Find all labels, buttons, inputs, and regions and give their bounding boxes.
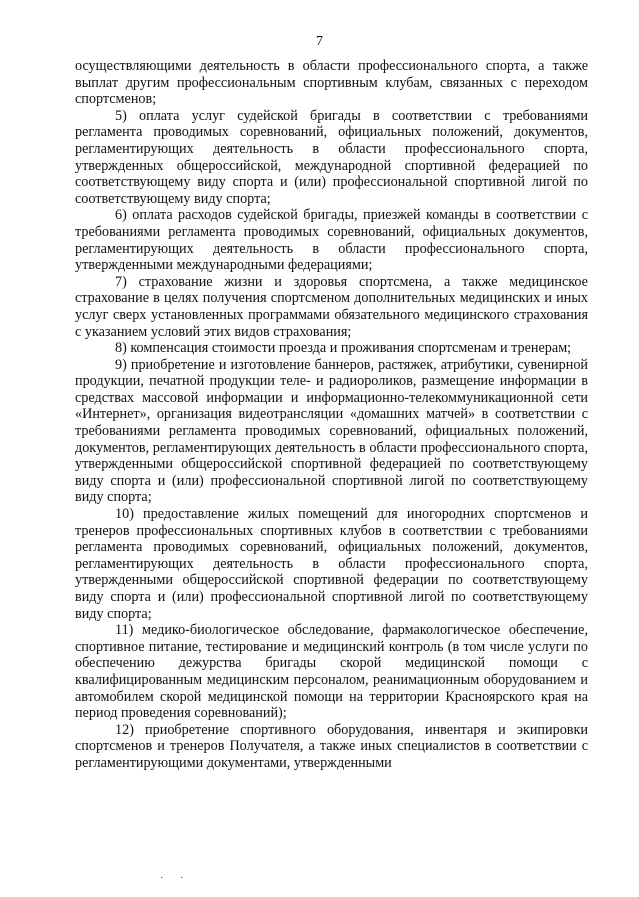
paragraph-item-5: 5) оплата услуг судейской бригады в соответствии с требованиями регламента проводимых соревнований, официальных положений, документов, регламентирующих деятельность в области профессионального спорта, утвержденных общероссийской, международной спортивной федерацией по соответствующему виду спорта и (или) профессиональной спортивной лигой по соответствующему виду спорта;	[75, 107, 588, 207]
page-number: 7	[316, 34, 323, 49]
scan-speck: ·	[160, 873, 164, 884]
scan-speck: ·	[180, 873, 184, 884]
paragraph-item-8: 8) компенсация стоимости проезда и проживания спортсменам и тренерам;	[115, 340, 572, 357]
paragraph-item-7: 7) страхование жизни и здоровья спортсмена, а также медицинское страхование в целях получения спортсменом дополнительных медицинских и иных услуг сверх установленных программами обязательного медицинского страхования с указанием условий этих видов страхования;	[75, 273, 588, 340]
paragraph-item-10: 10) предоставление жилых помещений для иногородних спортсменов и тренеров профессиональных спортивных клубов в соответствии с требованиями регламента проводимых соревнований, официальных положений, документов, регламентирующих деятельность в области профессионального спорта, утвержденными общероссийской спортивной федерации по соответствующему виду спорта и (или) профессиональной спортивной лигой по соответствующему виду спорта;	[75, 506, 588, 622]
paragraph-continuation: осуществляющими деятельность в области профессионального спорта, а также выплат другим профессиональным спортивным клубам, связанных с переходом спортсменов;	[75, 58, 588, 108]
paragraph-item-11: 11) медико-биологическое обследование, фармакологическое обеспечение, спортивное питание, тестирование и медицинский контроль (в том числе услуги по обеспечению дежурства бригады скорой медицинской помощи с квалифицированным медицинским персоналом, реанимационным оборудованием и автомобилем скорой медицинской помощи на территории Красноярского края на период проведения соревнований);	[75, 622, 588, 722]
paragraph-item-9: 9) приобретение и изготовление баннеров, растяжек, атрибутики, сувенирной продукции, печатной продукции теле- и радиороликов, размещение информации в средствах массовой информации и информационно-телекоммуникационной сети «Интернет», организация видеотрансляции «домашних матчей» в соответствии с требованиями регламента проводимых соревнований, официальных положений, документов, регламентирующих деятельность в области профессионального спорта, утвержденными общероссийской спортивной федерацией по соответствующему виду спорта и (или) профессиональной спортивной лигой по соответствующему виду спорта;	[75, 356, 588, 506]
paragraph-item-12: 12) приобретение спортивного оборудования, инвентаря и экипировки спортсменов и тренеров Получателя, а также иных специалистов в соответствии с регламентирующими документами, утвержденными	[75, 721, 588, 771]
paragraph-item-6: 6) оплата расходов судейской бригады, приезжей команды в соответствии с требованиями регламента проводимых соревнований, официальных документов, регламентирующих деятельность в области профессионального спорта, утвержденными международными федерациями;	[75, 207, 588, 274]
document-body	[75, 58, 588, 772]
